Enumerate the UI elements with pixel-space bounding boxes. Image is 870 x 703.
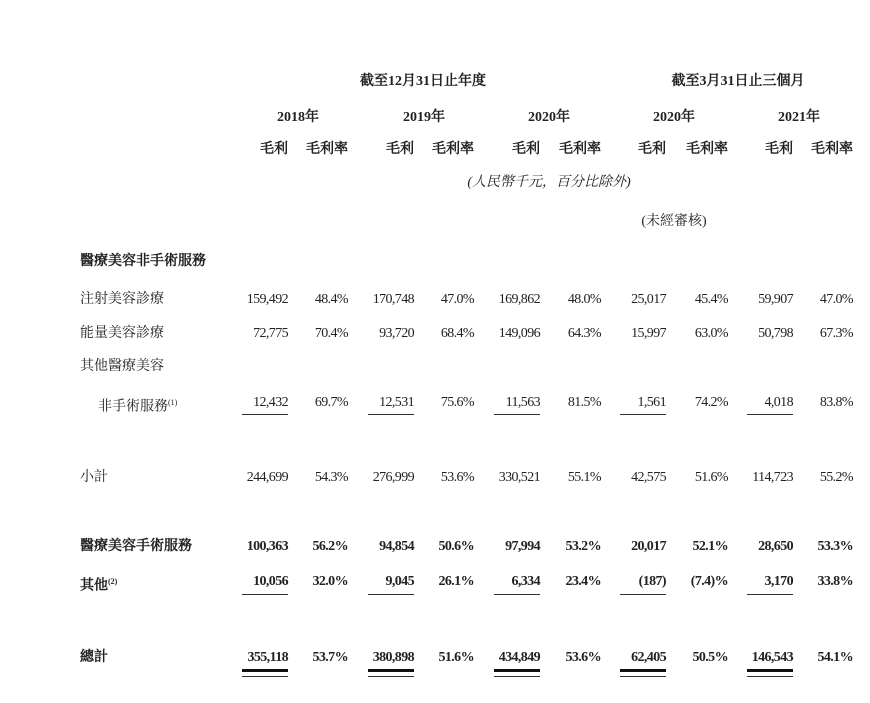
double-underline xyxy=(242,669,288,677)
cell-subtotal: 42,575 xyxy=(631,470,666,485)
gross-profit-col-header: 毛利 xyxy=(260,142,288,157)
cell-others: 33.8% xyxy=(817,574,853,589)
underline xyxy=(620,594,666,595)
cell-others: 32.0% xyxy=(312,574,348,589)
cell-subtotal: 55.2% xyxy=(819,470,853,485)
footnote-marker: (2) xyxy=(108,577,118,586)
row-label-energy xyxy=(80,326,164,342)
cell-other_non_surgical: 69.7% xyxy=(314,395,348,410)
underline xyxy=(368,414,414,415)
double-underline xyxy=(368,669,414,677)
cell-subtotal: 330,521 xyxy=(498,470,540,485)
cell-surgical: 53.3% xyxy=(817,539,853,554)
gross-profit-col-header: 毛利 xyxy=(386,142,414,157)
cell-others: 23.4% xyxy=(565,574,601,589)
cell-others: 6,334 xyxy=(511,574,540,589)
row-label-injection xyxy=(80,292,164,308)
cell-subtotal: 51.6% xyxy=(694,470,728,485)
period-full-year-header: 截至12月31日止年度 xyxy=(360,74,486,89)
row-label-text: 注射美容診療 xyxy=(80,292,164,307)
cell-energy: 50,798 xyxy=(758,326,793,341)
cell-energy: 149,096 xyxy=(498,326,540,341)
cell-injection: 25,017 xyxy=(631,292,666,307)
cell-energy: 15,997 xyxy=(631,326,666,341)
underline xyxy=(494,414,540,415)
cell-energy: 72,775 xyxy=(253,326,288,341)
cell-others: 9,045 xyxy=(385,574,414,589)
year-header: 2018年 xyxy=(277,110,319,125)
underline xyxy=(368,594,414,595)
cell-others: 10,056 xyxy=(253,574,288,589)
unaudited-note: (未經審核) xyxy=(641,214,707,229)
cell-total: 62,405 xyxy=(631,650,666,665)
gross-margin-col-header: 毛利率 xyxy=(811,142,853,157)
cell-injection: 170,748 xyxy=(372,292,414,307)
cell-others: 3,170 xyxy=(764,574,793,589)
cell-other_non_surgical: 1,561 xyxy=(637,395,666,410)
gross-margin-col-header: 毛利率 xyxy=(432,142,474,157)
cell-total: 54.1% xyxy=(817,650,853,665)
cell-subtotal: 53.6% xyxy=(440,470,474,485)
cell-total: 355,118 xyxy=(247,650,288,665)
cell-subtotal: 244,699 xyxy=(246,470,288,485)
cell-energy: 70.4% xyxy=(314,326,348,341)
cell-energy: 68.4% xyxy=(440,326,474,341)
cell-subtotal: 55.1% xyxy=(567,470,601,485)
period-three-months-header: 截至3月31日止三個月 xyxy=(671,74,805,89)
cell-injection: 48.0% xyxy=(567,292,601,307)
row-label-others xyxy=(80,574,117,595)
gross-margin-col-header: 毛利率 xyxy=(559,142,601,157)
row-label-text: 非手術服務 xyxy=(98,399,168,415)
unit-note: (人民幣千元，百分比除外) xyxy=(467,175,631,190)
footnote-marker: (1) xyxy=(168,398,178,407)
cell-surgical: 56.2% xyxy=(312,539,348,554)
double-underline xyxy=(747,669,793,677)
cell-energy: 93,720 xyxy=(379,326,414,341)
underline xyxy=(494,594,540,595)
section-heading-non-surgical: 醫療美容非手術服務 xyxy=(80,254,206,269)
year-header: 2021年 xyxy=(778,110,820,125)
cell-others: 26.1% xyxy=(438,574,474,589)
cell-subtotal: 276,999 xyxy=(372,470,414,485)
year-header: 2019年 xyxy=(403,110,445,125)
cell-surgical: 97,994 xyxy=(505,539,540,554)
underline xyxy=(242,594,288,595)
row-label-text: 總計 xyxy=(80,650,108,665)
cell-other_non_surgical: 74.2% xyxy=(694,395,728,410)
row-label-text: 醫療美容手術服務 xyxy=(80,539,192,554)
cell-total: 53.6% xyxy=(565,650,601,665)
cell-injection: 59,907 xyxy=(758,292,793,307)
cell-injection: 169,862 xyxy=(498,292,540,307)
cell-other_non_surgical: 12,432 xyxy=(253,395,288,410)
double-underline xyxy=(620,669,666,677)
year-header: 2020年 xyxy=(653,110,695,125)
underline xyxy=(242,414,288,415)
cell-other_non_surgical: 83.8% xyxy=(819,395,853,410)
cell-total: 51.6% xyxy=(438,650,474,665)
gross-profit-col-header: 毛利 xyxy=(765,142,793,157)
underline xyxy=(620,414,666,415)
cell-injection: 47.0% xyxy=(819,292,853,307)
cell-total: 53.7% xyxy=(312,650,348,665)
gross-profit-col-header: 毛利 xyxy=(512,142,540,157)
double-underline xyxy=(494,669,540,677)
cell-other_non_surgical: 75.6% xyxy=(440,395,474,410)
cell-energy: 67.3% xyxy=(819,326,853,341)
cell-energy: 63.0% xyxy=(694,326,728,341)
cell-subtotal: 114,723 xyxy=(752,470,793,485)
row-label-other-non-surgical-line1: 其他醫療美容 xyxy=(80,359,164,374)
cell-other_non_surgical: 81.5% xyxy=(567,395,601,410)
year-header: 2020年 xyxy=(528,110,570,125)
row-label-total xyxy=(80,650,108,666)
cell-surgical: 20,017 xyxy=(631,539,666,554)
cell-injection: 48.4% xyxy=(314,292,348,307)
row-label-text: 其他 xyxy=(80,578,108,594)
cell-injection: 47.0% xyxy=(440,292,474,307)
row-label-text: 能量美容診療 xyxy=(80,326,164,341)
cell-surgical: 53.2% xyxy=(565,539,601,554)
underline xyxy=(747,414,793,415)
cell-subtotal: 54.3% xyxy=(314,470,348,485)
cell-surgical: 52.1% xyxy=(692,539,728,554)
cell-other_non_surgical: 4,018 xyxy=(764,395,793,410)
cell-surgical: 28,650 xyxy=(758,539,793,554)
row-label-subtotal xyxy=(80,470,108,486)
cell-total: 146,543 xyxy=(751,650,793,665)
underline xyxy=(747,594,793,595)
cell-injection: 45.4% xyxy=(694,292,728,307)
cell-other_non_surgical: 12,531 xyxy=(379,395,414,410)
cell-others: (7.4)% xyxy=(690,574,728,589)
cell-injection: 159,492 xyxy=(246,292,288,307)
cell-surgical: 100,363 xyxy=(246,539,288,554)
cell-other_non_surgical: 11,563 xyxy=(505,395,540,410)
row-label-text: 小計 xyxy=(80,470,108,485)
gross-margin-col-header: 毛利率 xyxy=(686,142,728,157)
gross-margin-col-header: 毛利率 xyxy=(306,142,348,157)
cell-others: (187) xyxy=(638,574,666,589)
cell-total: 50.5% xyxy=(692,650,728,665)
cell-surgical: 50.6% xyxy=(438,539,474,554)
row-label-surgical xyxy=(80,539,192,555)
cell-surgical: 94,854 xyxy=(379,539,414,554)
cell-total: 380,898 xyxy=(372,650,414,665)
cell-energy: 64.3% xyxy=(567,326,601,341)
gross-profit-col-header: 毛利 xyxy=(638,142,666,157)
cell-total: 434,849 xyxy=(498,650,540,665)
row-label-other-non-surgical-line2 xyxy=(98,395,177,416)
